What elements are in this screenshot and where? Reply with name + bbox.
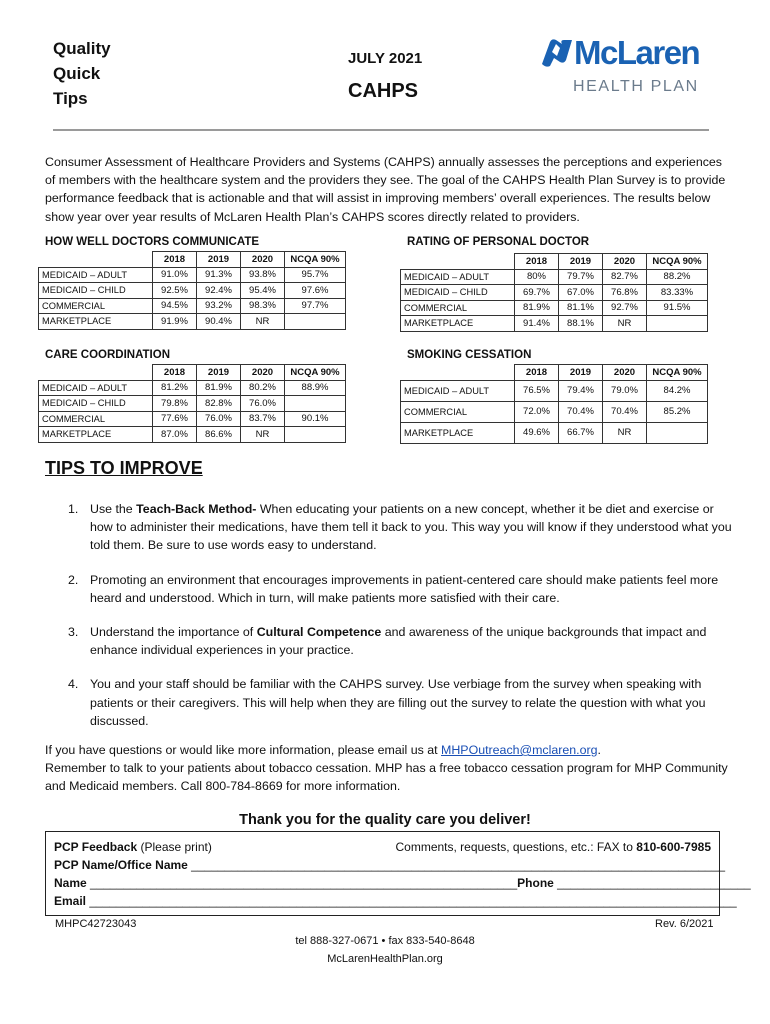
mclaren-logo xyxy=(540,34,720,104)
table-row xyxy=(39,314,346,330)
tip-item xyxy=(68,675,733,730)
table-cell: 95.4% xyxy=(241,283,285,299)
fax-number: 810-600-7985 xyxy=(636,840,711,854)
table-row xyxy=(39,396,346,412)
tip-number: 1. xyxy=(68,502,79,516)
table-cell: 88.1% xyxy=(559,316,603,332)
row-label: MEDICAID – ADULT xyxy=(401,380,515,401)
row-label: MEDICAID – CHILD xyxy=(39,283,153,299)
column-header: NCQA 90% xyxy=(285,365,346,381)
table-cell: 90.4% xyxy=(197,314,241,330)
personal-grid xyxy=(400,253,708,332)
row-label: MARKETPLACE xyxy=(39,427,153,443)
table-cell: NR xyxy=(241,427,285,443)
column-header: NCQA 90% xyxy=(647,365,708,381)
issue-month: JULY 2021 xyxy=(348,50,423,67)
footer xyxy=(0,932,770,968)
table-cell: 86.6% xyxy=(197,427,241,443)
doctors-table-title: HOW WELL DOCTORS COMMUNICATE xyxy=(45,236,260,248)
column-header: 2019 xyxy=(559,254,603,270)
header-divider xyxy=(53,129,709,131)
table-cell: 79.7% xyxy=(559,269,603,285)
tip-text: You and your staff should be familiar with the CAHPS survey. Use verbiage from the survey when speaking with patients or their caregivers. This will help when they are filling out the survey to relate the question with what you discussed. xyxy=(90,677,706,728)
table-cell: 76.0% xyxy=(241,396,285,412)
table-cell: 69.7% xyxy=(515,285,559,301)
row-label: MEDICAID – CHILD xyxy=(39,396,153,412)
table-cell: 49.6% xyxy=(515,422,559,443)
table-cell: 81.9% xyxy=(197,380,241,396)
feedback-form xyxy=(45,831,751,916)
row-label: COMMERCIAL xyxy=(401,300,515,316)
care-table-title: CARE COORDINATION xyxy=(45,349,171,361)
table-cell: 98.3% xyxy=(241,298,285,314)
table-cell: 83.7% xyxy=(241,411,285,427)
tip-item xyxy=(68,571,733,607)
tobacco-note: Remember to talk to your patients about tobacco cessation. MHP has a free tobacco cessation program for MHP Community and Medicaid members. Call 800-784-8669 for more information. xyxy=(45,761,728,794)
tip-text: Use the Teach-Back Method- When educating your patients on a new concept, whether it be diet and exercise or how to administer their medications, have them tell it back to you. This way you will know if they understood what you told them. Be sure to use words easy to understand. xyxy=(90,502,732,553)
table-cell: 84.2% xyxy=(647,380,708,401)
table-cell xyxy=(285,314,346,330)
column-header: 2019 xyxy=(559,365,603,381)
doctors-table xyxy=(38,251,346,330)
email-link[interactable]: MHPOutreach@mclaren.org xyxy=(441,743,598,757)
column-header: 2020 xyxy=(603,365,647,381)
qqt-line: Quick xyxy=(53,64,101,83)
pcp-name-field[interactable]: PCP Name/Office Name ________________________________________________________________________________ xyxy=(54,858,726,872)
table-cell: 88.9% xyxy=(285,380,346,396)
logo-subtitle: HEALTH PLAN xyxy=(573,78,699,95)
table-row xyxy=(39,411,346,427)
table-cell: 93.2% xyxy=(197,298,241,314)
table-cell: 97.6% xyxy=(285,283,346,299)
column-header: 2018 xyxy=(153,365,197,381)
table-cell: 77.6% xyxy=(153,411,197,427)
table-cell: NR xyxy=(241,314,285,330)
table-row xyxy=(39,267,346,283)
care-table xyxy=(38,364,346,443)
column-header: 2020 xyxy=(603,254,647,270)
table-row xyxy=(401,316,708,332)
header-corner xyxy=(401,365,515,381)
table-cell: NR xyxy=(603,422,647,443)
row-label: MARKETPLACE xyxy=(401,316,515,332)
table-cell: 76.5% xyxy=(515,380,559,401)
page-title: CAHPS xyxy=(348,80,419,102)
table-cell: 85.2% xyxy=(647,401,708,422)
smoking-table-title: SMOKING CESSATION xyxy=(407,349,532,361)
qqt-line: Tips xyxy=(53,89,88,108)
name-field[interactable]: ________________________________________________________________ xyxy=(90,876,518,890)
row-label: MEDICAID – ADULT xyxy=(39,380,153,396)
phone-field[interactable]: _____________________________ xyxy=(557,876,751,890)
table-row xyxy=(401,422,708,443)
table-cell: 92.5% xyxy=(153,283,197,299)
table-row xyxy=(401,269,708,285)
row-label: MEDICAID – ADULT xyxy=(401,269,515,285)
column-header: 2020 xyxy=(241,365,285,381)
smoking-grid xyxy=(400,364,708,444)
column-header: 2018 xyxy=(153,252,197,268)
table-cell: 67.0% xyxy=(559,285,603,301)
intro-paragraph: Consumer Assessment of Healthcare Providers and Systems (CAHPS) annually assesses the perceptions and experiences of members with the healthcare system and the providers they see. The goal of the CAHPS Health Plan Survey is to provide performance feedback that is actionable and that will assist in improving members’ overall experiences. The results below show year over year results of McLaren Health Plan’s CAHPS scores directly related to providers. xyxy=(45,155,726,224)
table-cell: 94.5% xyxy=(153,298,197,314)
column-header: 2018 xyxy=(515,365,559,381)
row-label: MEDICAID – ADULT xyxy=(39,267,153,283)
row-label: MEDICAID – CHILD xyxy=(401,285,515,301)
column-header: 2019 xyxy=(197,365,241,381)
table-cell: 79.4% xyxy=(559,380,603,401)
tip-number: 3. xyxy=(68,625,79,640)
table-row xyxy=(39,283,346,299)
header-corner xyxy=(39,252,153,268)
table-cell: 83.33% xyxy=(647,285,708,301)
tip-item xyxy=(68,500,733,555)
table-cell: 91.5% xyxy=(647,300,708,316)
table-cell: 91.4% xyxy=(515,316,559,332)
table-row xyxy=(401,285,708,301)
table-cell: 92.7% xyxy=(603,300,647,316)
table-cell: NR xyxy=(603,316,647,332)
table-row xyxy=(401,401,708,422)
doctors-grid xyxy=(38,251,346,330)
column-header: 2018 xyxy=(515,254,559,270)
contact-line: If you have questions or would like more information, please email us at MHPOutreach@mclaren.org. xyxy=(45,743,601,757)
table-cell: 92.4% xyxy=(197,283,241,299)
table-cell: 70.4% xyxy=(559,401,603,422)
tip-text: Understand the importance of Cultural Competence and awareness of the unique backgrounds that impact and enhance individual experiences in your practice. xyxy=(90,625,707,658)
column-header: 2019 xyxy=(197,252,241,268)
contact-info xyxy=(45,741,735,796)
table-cell: 70.4% xyxy=(603,401,647,422)
table-cell: 72.0% xyxy=(515,401,559,422)
table-cell xyxy=(647,316,708,332)
table-row xyxy=(401,300,708,316)
revision-date: Rev. 6/2021 xyxy=(655,918,714,930)
table-cell: 82.7% xyxy=(603,269,647,285)
name-phone-row: Name ________________________________________________________________Phone _____________________________ xyxy=(54,876,751,890)
table-cell: 90.1% xyxy=(285,411,346,427)
table-row xyxy=(39,380,346,396)
table-row xyxy=(39,298,346,314)
row-label: MARKETPLACE xyxy=(401,422,515,443)
table-cell: 88.2% xyxy=(647,269,708,285)
table-cell: 95.7% xyxy=(285,267,346,283)
table-cell: 91.3% xyxy=(197,267,241,283)
tip-item xyxy=(68,623,733,659)
table-cell: 82.8% xyxy=(197,396,241,412)
document-code: MHPC42723043 xyxy=(55,918,137,930)
table-row xyxy=(39,427,346,443)
table-cell: 81.1% xyxy=(559,300,603,316)
table-cell: 79.0% xyxy=(603,380,647,401)
table-cell: 79.8% xyxy=(153,396,197,412)
smoking-table xyxy=(400,364,708,444)
table-row xyxy=(401,380,708,401)
personal-table xyxy=(400,253,708,332)
header-corner xyxy=(401,254,515,270)
tip-number: 2. xyxy=(68,572,79,587)
quality-quick-tips xyxy=(53,36,153,111)
footer-phone: tel 888-327-0671 • fax 833-540-8648 xyxy=(295,935,475,947)
table-cell: 93.8% xyxy=(241,267,285,283)
logo-wordmark: McLaren xyxy=(574,34,700,71)
tip-text: Promoting an environment that encourages improvements in patient-centered care should make patients feel more heard and understood. Which in turn, will make patients more satisfied with their care. xyxy=(90,572,719,605)
thank-you-heading: Thank you for the quality care you deliver! xyxy=(239,812,531,828)
care-grid xyxy=(38,364,346,443)
table-cell: 91.9% xyxy=(153,314,197,330)
table-cell: 81.2% xyxy=(153,380,197,396)
table-cell xyxy=(647,422,708,443)
table-cell xyxy=(285,427,346,443)
table-cell: 80.2% xyxy=(241,380,285,396)
table-cell: 76.0% xyxy=(197,411,241,427)
table-cell xyxy=(285,396,346,412)
header-corner xyxy=(39,365,153,381)
row-label: COMMERCIAL xyxy=(401,401,515,422)
table-cell: 87.0% xyxy=(153,427,197,443)
column-header: 2020 xyxy=(241,252,285,268)
table-cell: 76.8% xyxy=(603,285,647,301)
tips-list xyxy=(68,500,733,746)
tip-number: 4. xyxy=(68,677,79,692)
column-header: NCQA 90% xyxy=(285,252,346,268)
row-label: MARKETPLACE xyxy=(39,314,153,330)
table-cell: 97.7% xyxy=(285,298,346,314)
tips-heading: TIPS TO IMPROVE xyxy=(45,458,203,478)
table-cell: 81.9% xyxy=(515,300,559,316)
fax-note: Comments, requests, questions, etc.: FAX to 810-600-7985 xyxy=(395,840,711,854)
email-field[interactable]: Email _________________________________________________________________________________________________ xyxy=(54,894,737,908)
feedback-label-row: PCP Feedback (Please print) xyxy=(54,840,212,854)
table-cell: 91.0% xyxy=(153,267,197,283)
personal-table-title: RATING OF PERSONAL DOCTOR xyxy=(407,236,590,248)
table-cell: 80% xyxy=(515,269,559,285)
footer-website: McLarenHealthPlan.org xyxy=(327,953,443,965)
row-label: COMMERCIAL xyxy=(39,411,153,427)
table-cell: 66.7% xyxy=(559,422,603,443)
qqt-line: Quality xyxy=(53,39,111,58)
column-header: NCQA 90% xyxy=(647,254,708,270)
mclaren-swoosh-icon xyxy=(540,38,574,68)
row-label: COMMERCIAL xyxy=(39,298,153,314)
